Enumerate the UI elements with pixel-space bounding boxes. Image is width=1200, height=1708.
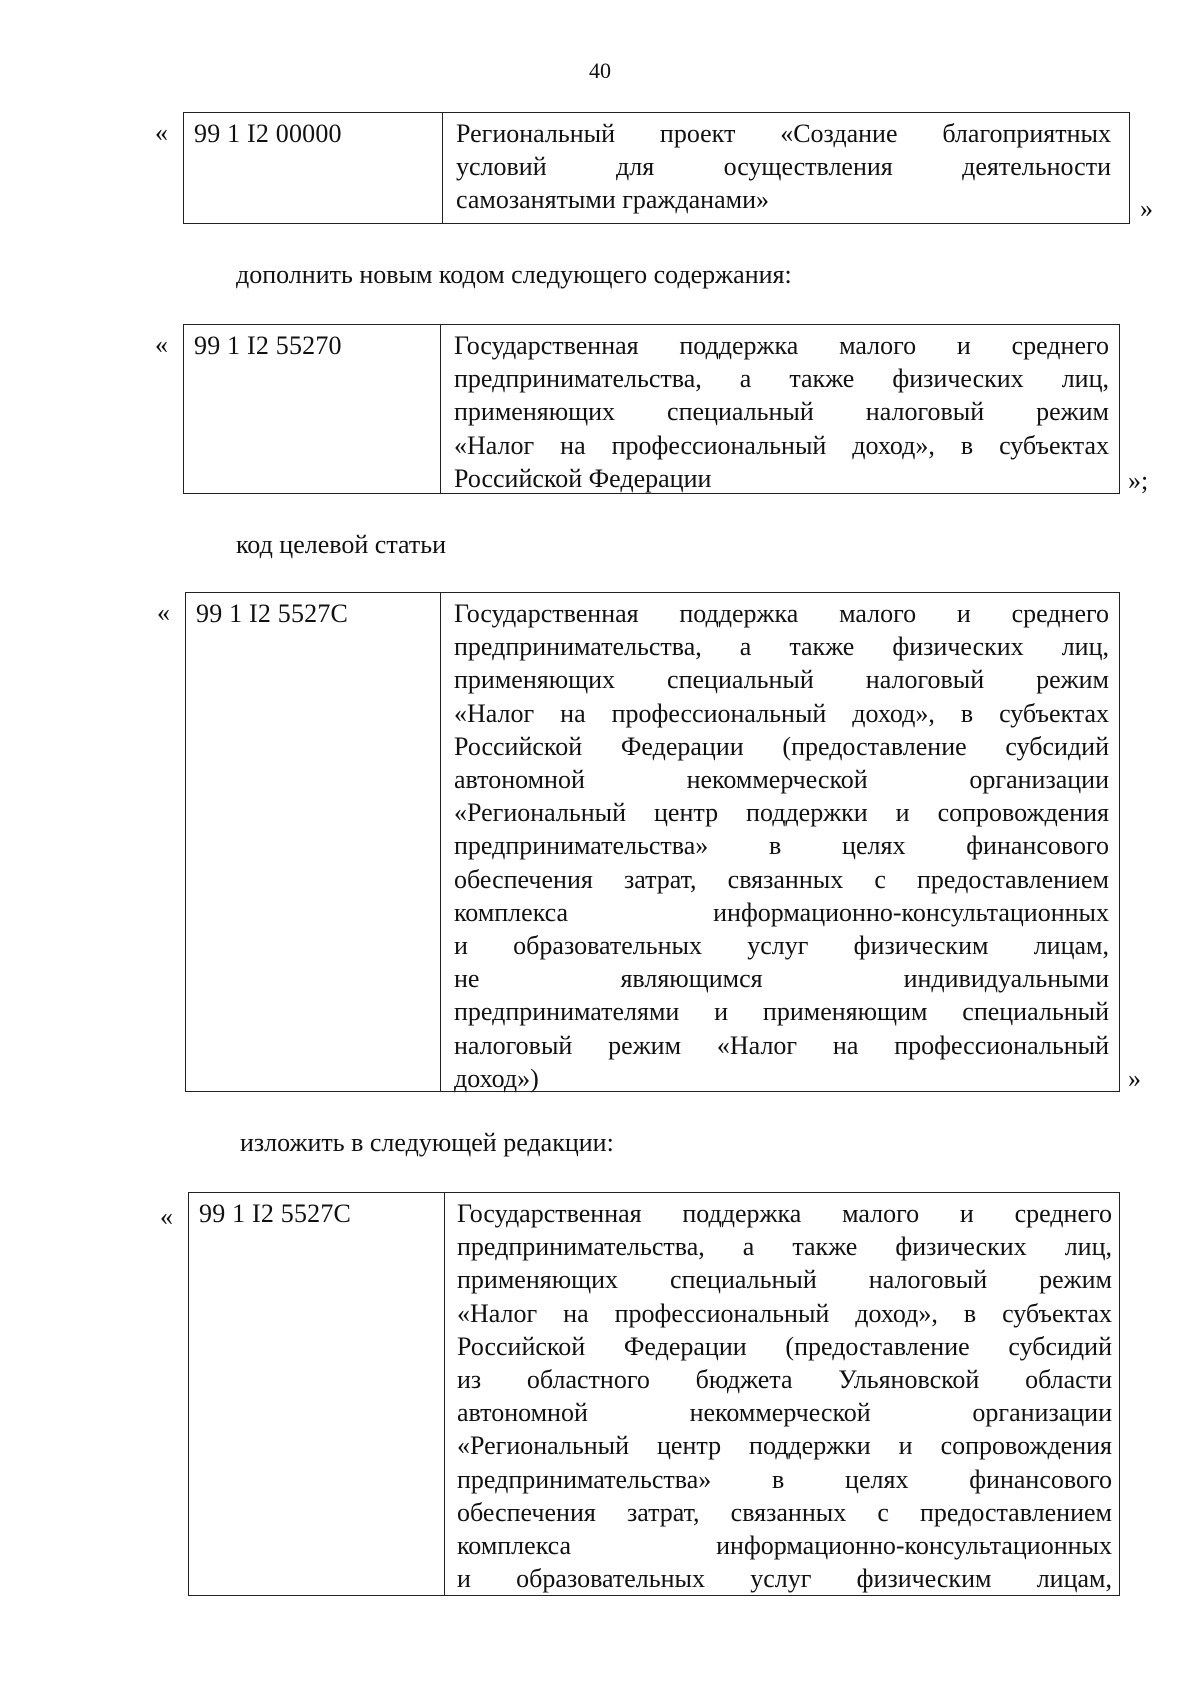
description-line: Российской Федерации [454,463,712,493]
description-line: самозанятыми гражданами» [456,185,769,215]
target-article-code: 99 1 I2 5527C [196,599,349,628]
target-article-code: 99 1 I2 00000 [194,119,342,148]
description-line: обеспечения затрат, связанных с предоставлением [457,1497,1112,1527]
description-line: условий для осуществления деятельности [456,152,1111,182]
description-line: и образовательных услуг физическим лицам, [454,931,1109,961]
code-table [185,592,1120,1092]
description-line: предпринимательства» в целях финансового [457,1464,1112,1494]
description-line: доход») [454,1063,539,1093]
target-article-description [454,329,1109,495]
description-line: «Налог на профессиональный доход», в субъектах [454,430,1109,460]
column-divider [440,325,441,493]
description-line: и образовательных услуг физическим лицам, [457,1564,1112,1594]
description-line: предпринимательства, а также физических лиц, [457,1232,1112,1262]
close-quote: » [1128,1064,1141,1093]
target-article-description [456,117,1111,217]
instruction-text: изложить в следующей редакции: [240,1128,614,1157]
target-article-code: 99 1 I2 55270 [194,331,342,360]
column-divider [444,1193,445,1595]
target-article-description [454,597,1109,1095]
description-line: не являющимся индивидуальными [454,964,1109,994]
description-line: Государственная поддержка малого и среднего [454,331,1109,360]
description-line: Российской Федерации (предоставление субсидий [454,731,1109,761]
description-line: обеспечения затрат, связанных с предоставлением [454,864,1109,894]
description-line: комплекса информационно-консультационных [457,1531,1112,1561]
code-table [183,112,1130,224]
description-line: комплекса информационно-консультационных [454,897,1109,927]
description-line: Государственная поддержка малого и среднего [454,599,1109,628]
description-line: Российской Федерации (предоставление субсидий [457,1331,1112,1361]
description-line: предпринимательства, а также физических лиц, [454,632,1109,662]
description-line: из областного бюджета Ульяновской области [457,1365,1112,1395]
description-line: автономной некоммерческой организации [454,765,1109,795]
column-divider [442,113,443,223]
description-line: «Налог на профессиональный доход», в субъектах [457,1298,1112,1328]
description-line: применяющих специальный налоговый режим [457,1265,1112,1295]
close-quote: »; [1128,466,1149,495]
description-line: налоговый режим «Налог на профессиональный [454,1030,1109,1060]
description-line: Государственная поддержка малого и среднего [457,1199,1112,1228]
description-line: «Региональный центр поддержки и сопровождения [457,1431,1112,1461]
code-table [183,324,1120,494]
page-number: 40 [589,58,611,83]
open-quote: « [157,598,170,627]
open-quote: « [160,1202,173,1231]
column-divider [440,593,441,1091]
description-line: «Налог на профессиональный доход», в субъектах [454,698,1109,728]
instruction-text: код целевой статьи [236,530,446,559]
description-line: предпринимательства, а также физических лиц, [454,364,1109,394]
target-article-description [457,1197,1112,1595]
description-line: применяющих специальный налоговый режим [454,397,1109,427]
description-line: предпринимателями и применяющим специальный [454,997,1109,1027]
target-article-code: 99 1 I2 5527C [199,1199,352,1228]
open-quote: « [155,118,168,147]
description-line: предпринимательства» в целях финансового [454,831,1109,861]
description-line: «Региональный центр поддержки и сопровождения [454,798,1109,828]
close-quote: » [1140,194,1153,223]
description-line: применяющих специальный налоговый режим [454,665,1109,695]
instruction-text: дополнить новым кодом следующего содержания: [236,260,792,289]
open-quote: « [155,330,168,359]
description-line: Региональный проект «Создание благоприятных [456,119,1111,148]
description-line: автономной некоммерческой организации [457,1398,1112,1428]
code-table [188,1192,1120,1596]
